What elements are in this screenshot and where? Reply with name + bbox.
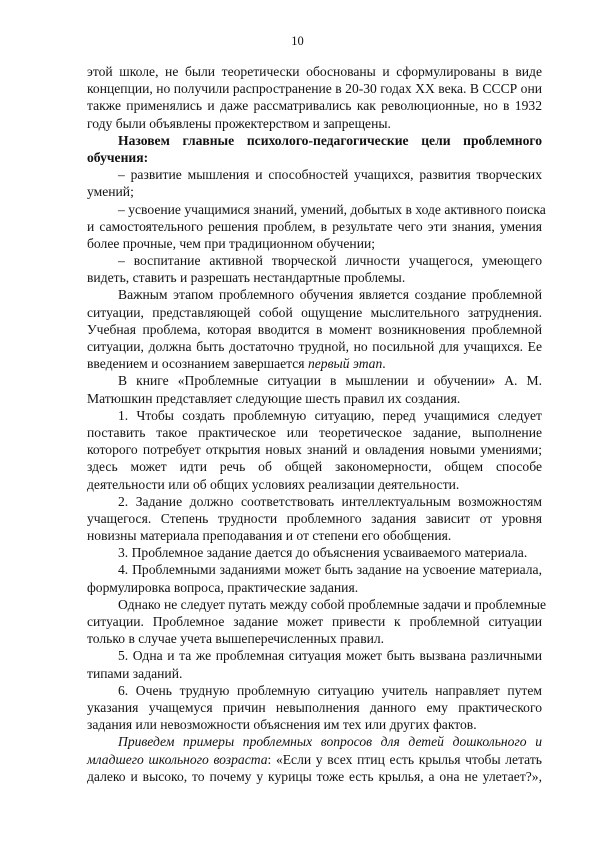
- text-line: [87, 493, 542, 510]
- text-segment: 4. Проблемными заданиями может быть задание на усвоение материала,: [118, 562, 542, 578]
- text-segment: также применялись и даже рассматривались как революционные, но в 1932: [87, 98, 542, 114]
- text-line: [87, 665, 542, 682]
- text-segment: далеко и высоко, то почему у курицы тоже есть крылья, а она не улетает?»,: [87, 768, 542, 784]
- text-line: [87, 544, 542, 561]
- text-line: [87, 218, 542, 235]
- text-line: [87, 424, 542, 441]
- text-segment: поставить такое практическое или теоретическое задание, выполнение: [87, 424, 542, 440]
- text-line: [87, 441, 542, 458]
- text-segment: Учебная проблема, которая вводится в момент возникновения проблемной: [87, 321, 542, 337]
- text-segment: Важным этапом проблемного обучения является создание проблемной: [118, 287, 542, 303]
- text-line: [87, 304, 542, 321]
- text-segment: – развитие мышления и способностей учащихся, развития творческих: [118, 167, 542, 183]
- text-segment: видеть, ставить и разрешать нестандартные проблемы.: [87, 270, 406, 286]
- text-line: [87, 596, 547, 613]
- text-segment: Однако не следует путать между собой проблемные задачи и проблемные: [118, 596, 547, 612]
- text-segment: типами заданий.: [87, 665, 183, 681]
- text-line: [87, 149, 542, 166]
- text-line: [87, 80, 542, 97]
- text-segment: .: [382, 356, 386, 372]
- text-segment: более прочные, чем при традиционном обучении;: [87, 235, 376, 251]
- text-line: [87, 321, 542, 338]
- text-segment: младшего школьного возраста: [87, 751, 268, 767]
- text-line: [87, 613, 542, 630]
- text-line: [87, 115, 542, 132]
- text-line: [87, 390, 542, 407]
- text-line: [87, 97, 542, 114]
- text-segment: и самостоятельного решения проблем, в результате чего эти знания, умения: [87, 218, 542, 234]
- text-segment: Матюшкин представляет следующие шесть правил их создания.: [87, 390, 461, 406]
- text-segment: 3. Проблемное задание дается до объяснения усваиваемого материала.: [118, 545, 528, 561]
- text-line: [87, 682, 542, 699]
- text-segment: умений;: [87, 184, 134, 200]
- text-segment: ситуации. Проблемное задание может привести к проблемной ситуации: [87, 614, 542, 629]
- text-line: [87, 338, 542, 355]
- text-segment: формулировка вопроса, практические задания.: [87, 579, 359, 595]
- text-line: [87, 579, 542, 596]
- body-text: [87, 63, 547, 785]
- text-line: [87, 166, 542, 183]
- text-segment: которого потребует открытия новых знаний и овладения новыми умениями;: [87, 442, 542, 458]
- text-line: [87, 768, 542, 785]
- text-line: [87, 252, 542, 269]
- text-segment: – усвоение учащимися знаний, умений, добытых в ходе активного поиска: [118, 201, 546, 217]
- text-line: [87, 630, 542, 647]
- text-segment: ситуации, должна быть достаточно трудной, но посильной для учащихся. Ее: [87, 339, 542, 354]
- text-segment: задания или невозможности объяснения им тех или других фактов.: [87, 717, 477, 733]
- text-segment: только в случае учета вышеперечисленных правил.: [87, 631, 385, 647]
- text-segment: 5. Одна и та же проблемная ситуация может быть вызвана различными: [118, 648, 542, 664]
- text-segment: учащегося. Степень трудности проблемного задания зависит от уровня: [87, 510, 542, 526]
- text-segment: – воспитание активной творческой личности учащегося, умеющего: [118, 253, 542, 269]
- text-segment: первый этап: [307, 356, 383, 372]
- text-segment: ситуации, представляющей собой ощущение мыслительного затруднения.: [87, 304, 542, 320]
- text-segment: Приведем примеры проблемных вопросов для детей дошкольного и: [118, 734, 542, 750]
- text-segment: Назовем главные психолого-педагогические цели проблемного: [118, 132, 542, 148]
- text-segment: 1. Чтобы создать проблемную ситуацию, перед учащимися следует: [118, 407, 542, 423]
- text-line: [87, 63, 542, 80]
- text-line: [87, 235, 542, 252]
- text-segment: 6. Очень трудную проблемную ситуацию учитель направляет путем: [118, 682, 542, 698]
- text-line: [87, 407, 542, 424]
- text-segment: : «Если у всех птиц есть крылья чтобы летать: [267, 751, 542, 767]
- text-line: [87, 286, 542, 303]
- text-line: [87, 355, 542, 372]
- text-line: [87, 476, 542, 493]
- text-line: [87, 372, 542, 389]
- text-line: [87, 458, 542, 475]
- text-line: [87, 269, 542, 286]
- text-line: [87, 647, 542, 664]
- text-segment: новизны материала преподавания и от степени его обобщения.: [87, 528, 452, 544]
- text-segment: деятельности или об общих условиях реализации деятельности.: [87, 476, 460, 492]
- text-line: [87, 561, 542, 578]
- text-line: [87, 733, 542, 750]
- text-line: [87, 716, 542, 733]
- text-segment: указания учащемуся причин невыполнения данного ему практического: [87, 699, 542, 715]
- text-segment: здесь может идти речь об общей закономерности, общем способе: [87, 459, 542, 475]
- text-segment: обучения:: [87, 149, 149, 165]
- text-line: [87, 510, 542, 527]
- page-number: 10: [291, 34, 304, 48]
- text-segment: концепции, но получили распространение в 20-30 годах XX века. В СССР они: [87, 81, 542, 97]
- text-segment: 2. Задание должно соответствовать интеллектуальным возможностям: [118, 493, 542, 509]
- text-line: [87, 527, 542, 544]
- text-segment: введением и осознанием завершается: [87, 356, 308, 372]
- text-line: [87, 132, 542, 149]
- text-segment: В книге «Проблемные ситуации в мышлении и обучении» А. М.: [118, 373, 542, 389]
- text-segment: этой школе, не были теоретически обоснованы и сформулированы в виде: [87, 64, 542, 79]
- text-line: [87, 201, 546, 218]
- text-line: [87, 183, 542, 200]
- text-line: [87, 751, 542, 768]
- text-segment: году были объявлены прожектерством и запрещены.: [87, 115, 391, 131]
- text-line: [87, 699, 542, 716]
